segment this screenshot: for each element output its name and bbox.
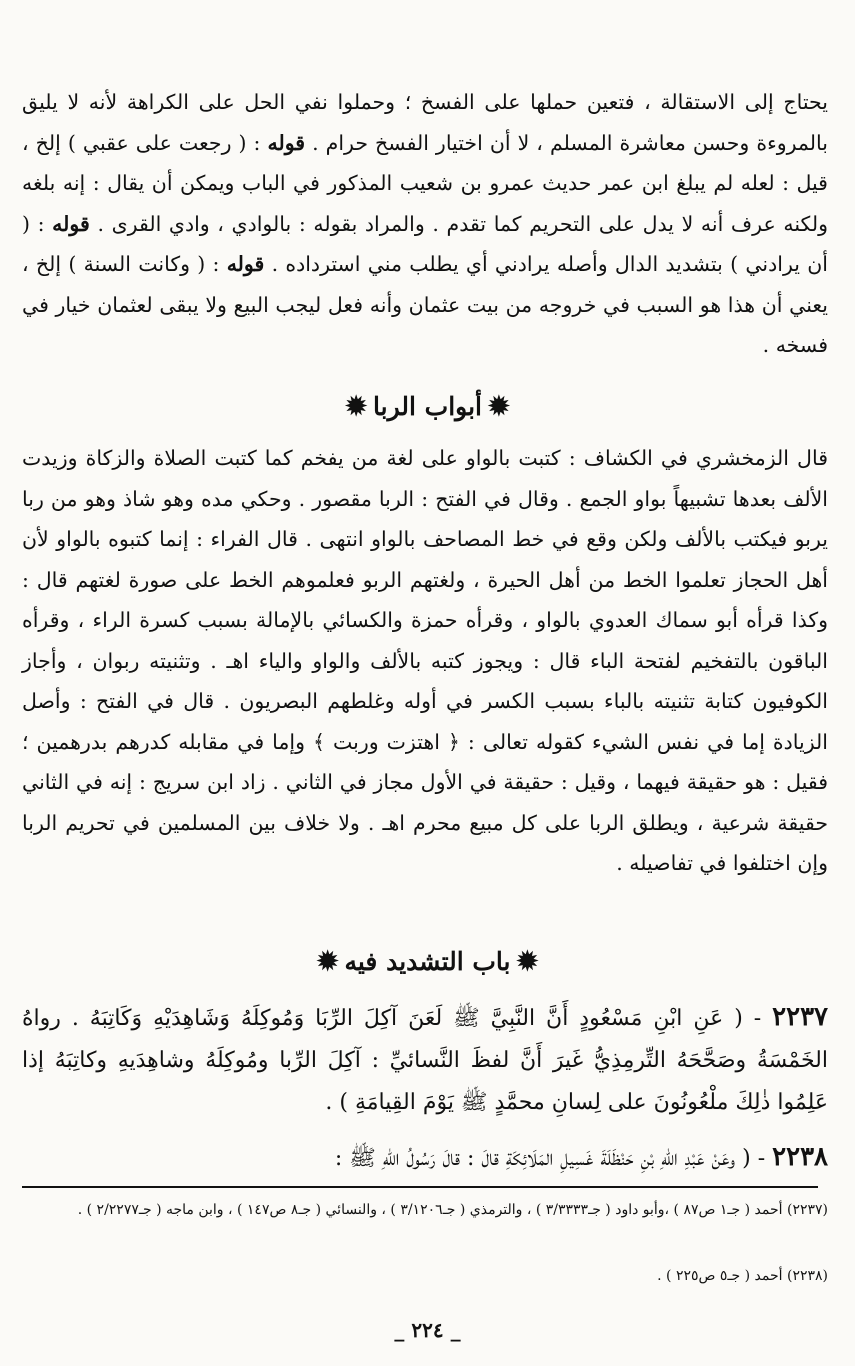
footnote-text: (٢٢٣٧) أحمد ( جـ١ ص٨٧ ) ،وأبو داود ( جـ٣/٣٣٣٣ ) ، والترمذي ( جـ٣/١٢٠٦ ) ، والنسائي ( جـ٨ ص١٤٧ ) ، وابن ماجه ( جـ٢/٢٢٧٧ ) . [77,1202,828,1218]
qawluh-label: قوله [52,211,90,236]
section-title: باب التشديد فيه [344,947,511,976]
hadith-2238 [22,1136,828,1180]
intro-paragraph [22,82,828,366]
section-heading-tashdid [0,942,855,982]
intro-comment-1: : ( رجعت على عقبي ) إلخ ، قيل : لعله لم يبلغ ابن عمر حديث عمرو بن شعيب المذكور في الباب ويمكن أن يقال : إنه بلغه ولكنه عرف أنه لا يدل على التحريم كما تقدم . والمراد بقوله : بالوادي ، وادي القرى . [22,130,828,236]
hadith-number: ٢٢٣٧ [772,1002,828,1032]
footnote-2237 [22,1196,828,1224]
hadith-text: - ( عَنِ ابْنِ مَسْعُودٍ أَنَّ النَّبِيَّ ﷺ لَعَنَ آكِلَ الرِّبَا وَمُوكِلَهُ وَشَاهِدَيْهِ وَكَاتِبَهُ . رواهُ الخَمْسَةُ وصَحَّحَهُ التِّرمِذِيُّ غَيرَ أَنَّ لفظَ النَّسائيِّ : آكِلَ الرِّبا ومُوكِلَهُ وشاهِدَيهِ وكاتِبَهُ إذا عَلِمُوا ذٰلِكَ ملْعُونُونَ على لِسانِ محمَّدٍ ﷺ يَوْمَ القِيامَةِ ) . [22,1006,828,1115]
hadith-text: - ( وعَنْ عَبْدِ اللهِ بْنِ حَنْظَلَةَ غَسِيلِ المَلَائِكَةِ قالَ : قالَ رَسُولُ اللهِ ﷺ : [334,1146,773,1171]
footnote-text: (٢٢٣٨) أحمد ( جـ٥ ص٢٢٥ ) . [657,1268,828,1284]
riba-text: قال الزمخشري في الكشاف : كتبت بالواو على لغة من يفخم كما كتبت الصلاة والزكاة وزيدت الألف بعدها تشبيهاً بواو الجمع . وقال في الفتح : الربا مقصور . وحكي مده وهو شاذ وهو من ربا يربو فيكتب بالألف ولكن وقع في خط المصاحف بالواو انتهى . قال الفراء : إنما كتبوه بالواو لأن أهل الحجاز تعلموا الخط من أهل الحيرة ، ولغتهم الربو فعلموهم الخط على صورة لغتهم قال : وكذا قرأه أبو سماك العدوي بالواو ، وقرأه حمزة والكسائي بالإمالة بسبب كسرة الراء ، وقرأه الباقون بالتفخيم لفتحة الباء قال : ويجوز كتبه بالألف والواو والياء اهـ . وتثنيته ربوان ، وأجاز الكوفيون كتابة تثنيته بالباء بسبب الكسر في أوله وغلطهم البصريون . قال في الفتح : وأصل الزيادة إما في نفس الشيء كقوله تعالى : ﴿ اهتزت وربت ﴾ وإما في مقابله كدرهم بدرهمين ؛ فقيل : هو حقيقة فيهما ، وقيل : حقيقة في الأول مجاز في الثاني . زاد ابن سريج : إنه في الثاني حقيقة شرعية ، ويطلق الربا على كل مبيع محرم اهـ . ولا خلاف بين المسلمين في تحريم الربا وإن اختلفوا في تفاصيله . [22,446,828,875]
riba-paragraph [22,438,828,884]
qawluh-label: قوله [226,252,265,276]
section-title: أبواب الربا [373,392,482,421]
footnote-divider [22,1186,818,1188]
footnote-2238 [22,1262,828,1290]
star-ornament-icon: ✹ [345,392,368,422]
intro-comment-2: : ( أن يرادني ) بتشديد الدال وأصله يرادني أي يطلب مني استرداده . [22,211,828,276]
qawluh-label: قوله [267,130,306,155]
hadith-2237 [22,996,828,1124]
star-ornament-icon: ✹ [516,947,539,977]
intro-comment-3: : ( وكانت السنة ) إلخ ، يعني أن هذا هو السبب في خروجه من بيت عثمان وأنه فعل ليجب البيع ولا يبقى لعثمان خيار في فسخه . [22,252,828,357]
intro-text: يحتاج إلى الاستقالة ، فتعين حملها على الفسخ ؛ وحملوا نفي الحل على الكراهة لأنه لا يليق بالمروءة وحسن معاشرة المسلم ، لا أن اختيار الفسخ حرام . [22,90,828,155]
hadith-number: ٢٢٣٨ [772,1142,828,1172]
page-number: _ ٢٢٤ _ [394,1318,461,1342]
star-ornament-icon: ✹ [316,947,339,977]
section-heading-riba [0,387,855,427]
star-ornament-icon: ✹ [487,392,510,422]
